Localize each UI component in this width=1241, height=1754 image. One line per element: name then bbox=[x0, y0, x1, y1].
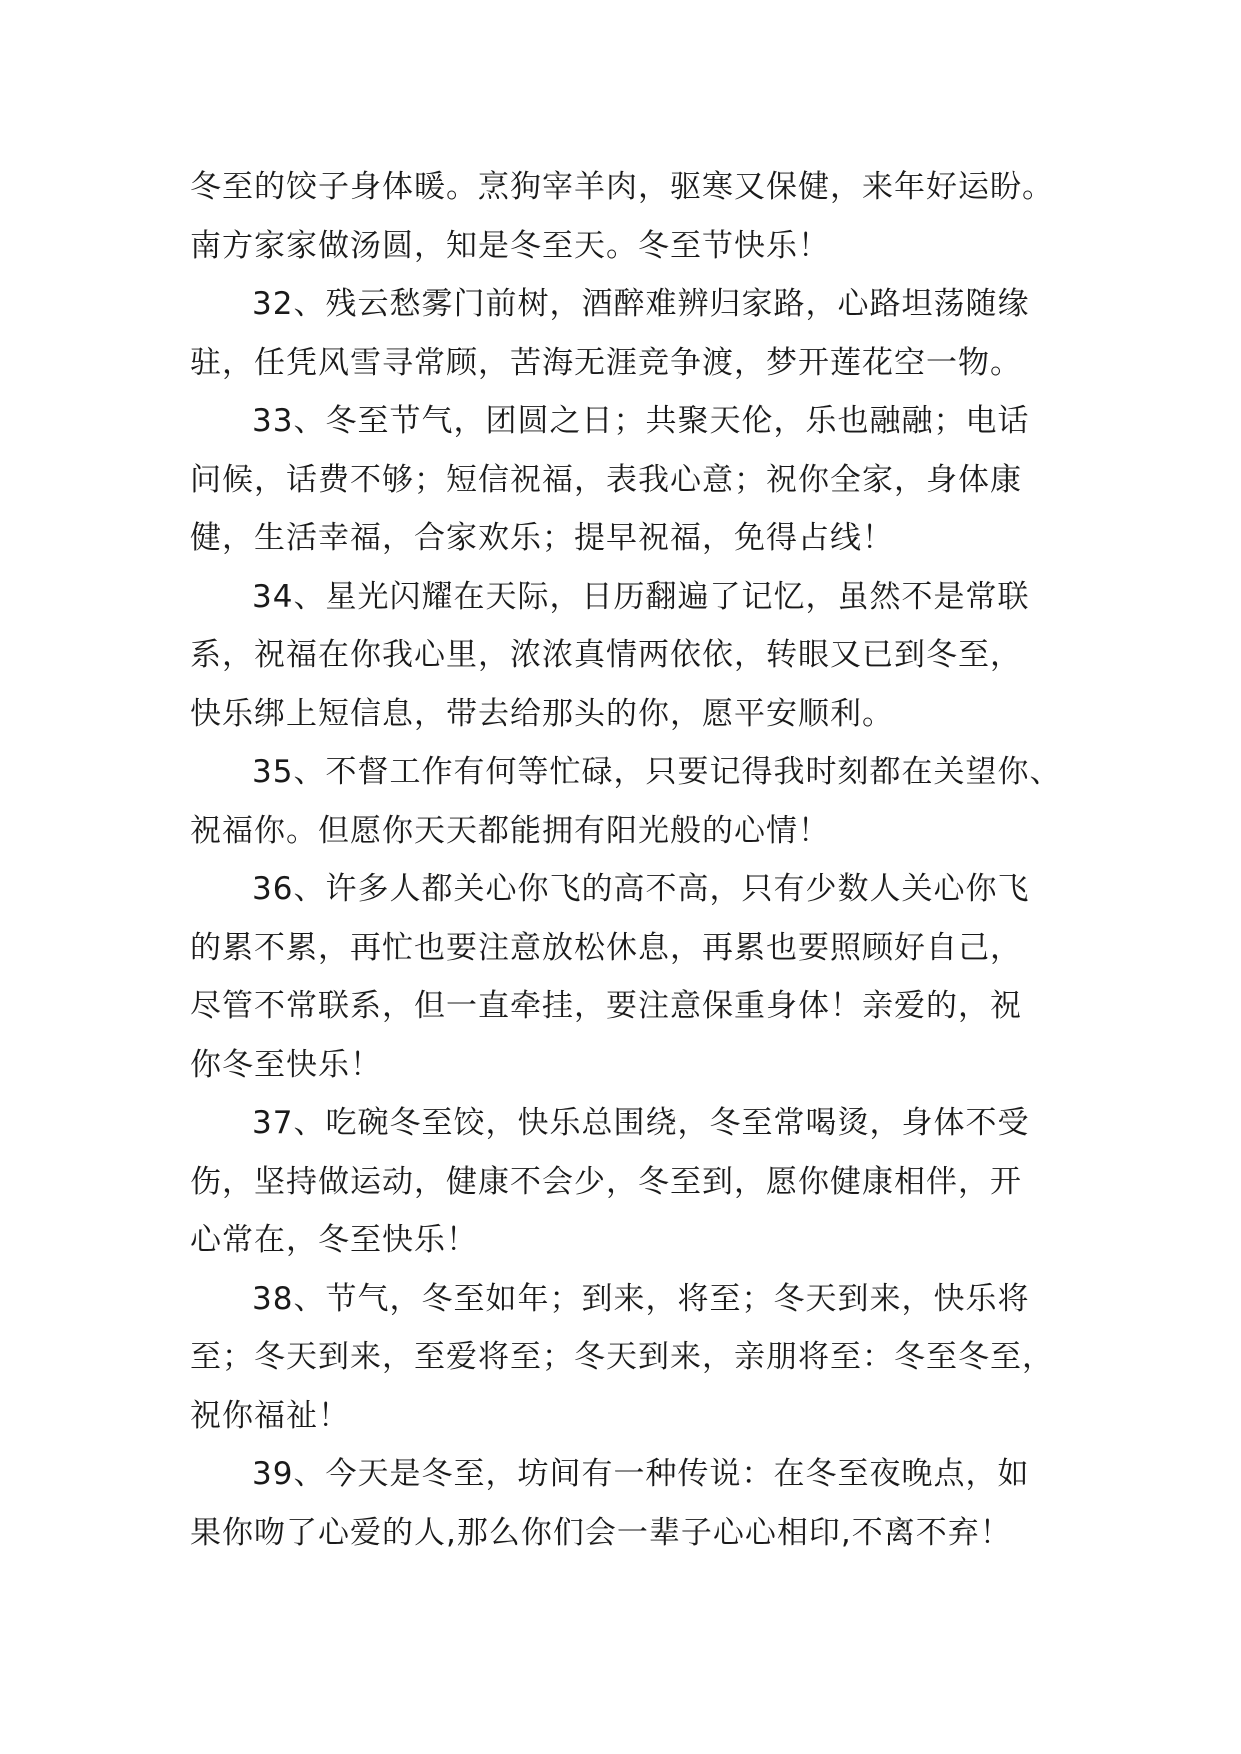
text-line: 南方家家做汤圆，知是冬至天。冬至节快乐！ bbox=[190, 227, 830, 264]
text-line: 冬至的饺子身体暖。烹狗宰羊肉，驱寒又保健，来年好运盼。 bbox=[190, 169, 1054, 205]
paragraph bbox=[190, 1445, 1090, 1562]
text-line: 39、今天是冬至，坊间有一种传说：在冬至夜晚点，如 bbox=[252, 1456, 1030, 1492]
text-line: 果你吻了心爱的人,那么你们会一辈子心心相印,不离不弃！ bbox=[190, 1514, 1012, 1551]
paragraph bbox=[190, 392, 1090, 568]
text-line: 驻，任凭风雪寻常顾，苦海无涯竞争渡，梦开莲花空一物。 bbox=[190, 344, 1022, 381]
text-line: 38、节气，冬至如年；到来，将至；冬天到来，快乐将 bbox=[252, 1280, 1030, 1317]
text-line: 35、不督工作有何等忙碌，只要记得我时刻都在关望你、 bbox=[252, 754, 1062, 790]
paragraph bbox=[190, 275, 1090, 392]
text-line: 尽管不常联系，但一直牵挂，要注意保重身体！亲爱的，祝 bbox=[190, 988, 1022, 1024]
text-line: 33、冬至节气，团圆之日；共聚天伦，乐也融融；电话 bbox=[252, 403, 1030, 439]
text-line: 快乐绑上短信息，带去给那头的你，愿平安顺利。 bbox=[190, 695, 894, 732]
document-body bbox=[190, 158, 1090, 1562]
text-line: 34、星光闪耀在天际，日历翻遍了记忆，虽然不是常联 bbox=[252, 578, 1030, 615]
paragraph bbox=[190, 158, 1090, 275]
paragraph bbox=[190, 1094, 1090, 1270]
paragraph bbox=[190, 860, 1090, 1094]
paragraph bbox=[190, 568, 1090, 744]
text-line: 问候，话费不够；短信祝福，表我心意；祝你全家，身体康 bbox=[190, 461, 1022, 498]
text-line: 36、许多人都关心你飞的高不高，只有少数人关心你飞 bbox=[252, 871, 1030, 907]
text-line: 37、吃碗冬至饺，快乐总围绕，冬至常喝烫，身体不受 bbox=[252, 1105, 1030, 1141]
paragraph bbox=[190, 1270, 1090, 1446]
text-line: 32、残云愁雾门前树，酒醉难辨归家路，心路坦荡随缘 bbox=[252, 286, 1030, 322]
text-line: 系，祝福在你我心里，浓浓真情两依依，转眼又已到冬至， bbox=[190, 637, 1022, 673]
text-line: 健，生活幸福，合家欢乐；提早祝福，免得占线！ bbox=[190, 520, 894, 556]
text-line: 祝福你。但愿你天天都能拥有阳光般的心情！ bbox=[190, 812, 830, 849]
text-line: 的累不累，再忙也要注意放松休息，再累也要照顾好自己， bbox=[190, 929, 1022, 966]
paragraph bbox=[190, 743, 1090, 860]
text-line: 心常在，冬至快乐！ bbox=[190, 1222, 478, 1258]
text-line: 至；冬天到来，至爱将至；冬天到来，亲朋将至：冬至冬至， bbox=[190, 1339, 1054, 1375]
text-line: 你冬至快乐！ bbox=[190, 1046, 382, 1083]
text-line: 祝你福祉！ bbox=[190, 1397, 350, 1434]
text-line: 伤，坚持做运动，健康不会少，冬至到，愿你健康相伴，开 bbox=[190, 1163, 1022, 1200]
